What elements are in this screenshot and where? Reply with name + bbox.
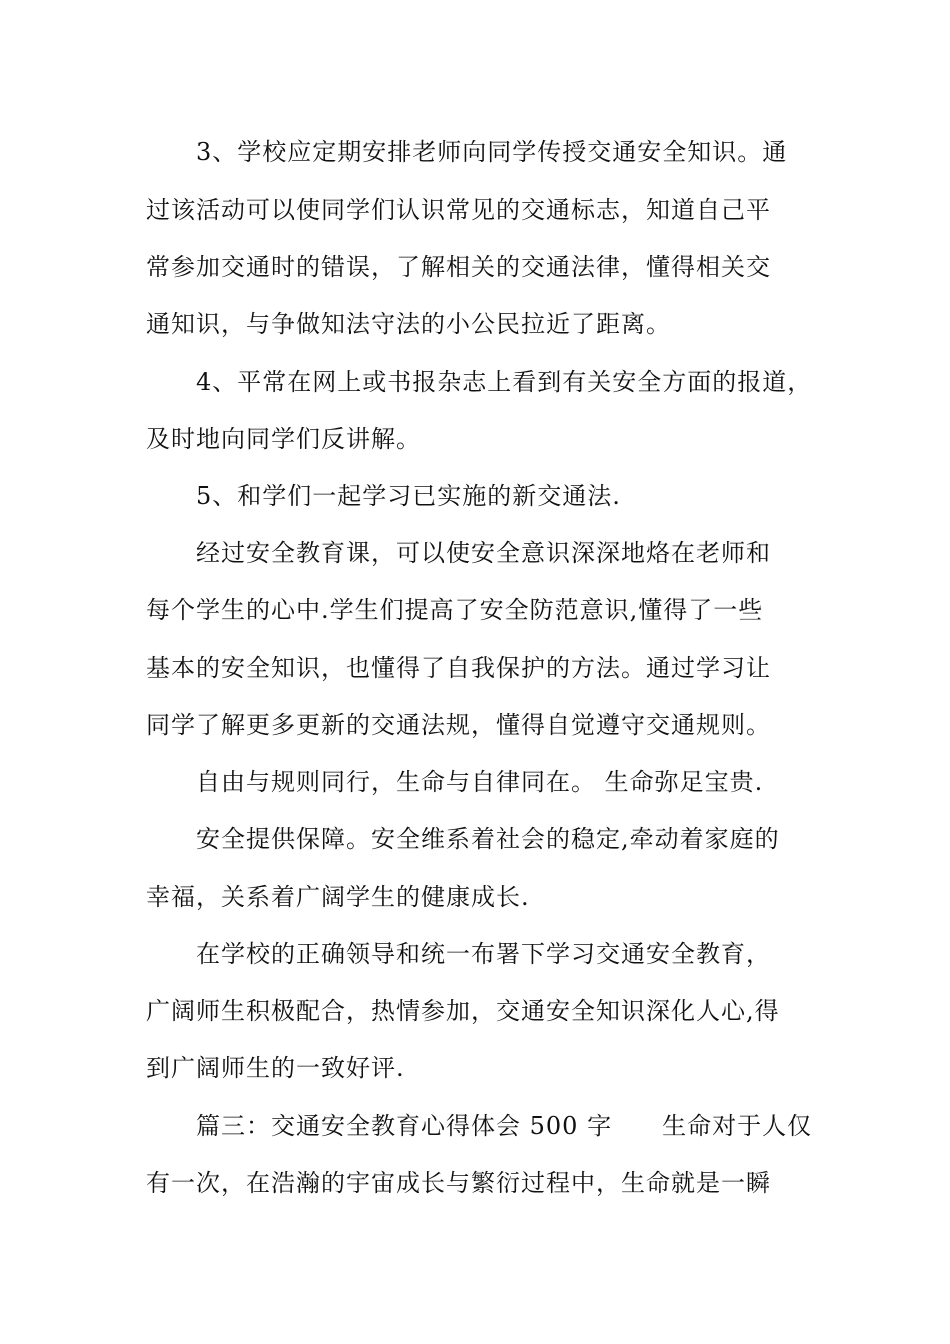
text-line: 及时地向同学们反讲解。 [146, 425, 421, 453]
text-line: 广阔师生积极配合，热情参加，交通安全知识深化人心,得 [146, 997, 780, 1025]
text-line: 4、平常在网上或书报杂志上看到有关安全方面的报道， [196, 368, 813, 396]
text-line: 在学校的正确领导和统一布署下学习交通安全教育， [196, 940, 771, 968]
text-line: 有一次，在浩瀚的宇宙成长与繁衍过程中，生命就是一瞬 [146, 1169, 771, 1197]
text-line: 经过安全教育课，可以使安全意识深深地烙在老师和 [196, 539, 771, 567]
text-line: 自由与规则同行，生命与自律同在。 生命弥足宝贵. [196, 768, 764, 796]
text-line: 常参加交通时的错误，了解相关的交通法律，懂得相关交 [146, 253, 771, 281]
text-line: 过该活动可以使同学们认识常见的交通标志，知道自己平 [146, 196, 771, 224]
text-line: 3、学校应定期安排老师向同学传授交通安全知识。通 [196, 138, 788, 166]
text-line: 到广阔师生的一致好评. [146, 1054, 405, 1082]
text-line: 篇三：交通安全教育心得体会 500 字 生命对于人仅 [196, 1112, 813, 1140]
text-line: 5、和学们一起学习已实施的新交通法. [196, 482, 621, 510]
text-line: 安全提供保障。安全维系着社会的稳定,牵动着家庭的 [196, 825, 780, 853]
text-line: 同学了解更多更新的交通法规，懂得自觉遵守交通规则。 [146, 711, 771, 739]
text-line: 通知识，与争做知法守法的小公民拉近了距离。 [146, 310, 671, 338]
text-line: 基本的安全知识，也懂得了自我保护的方法。通过学习让 [146, 654, 771, 682]
text-line: 幸福，关系着广阔学生的健康成长. [146, 883, 530, 911]
text-line: 每个学生的心中.学生们提高了安全防范意识,懂得了一些 [146, 596, 764, 624]
